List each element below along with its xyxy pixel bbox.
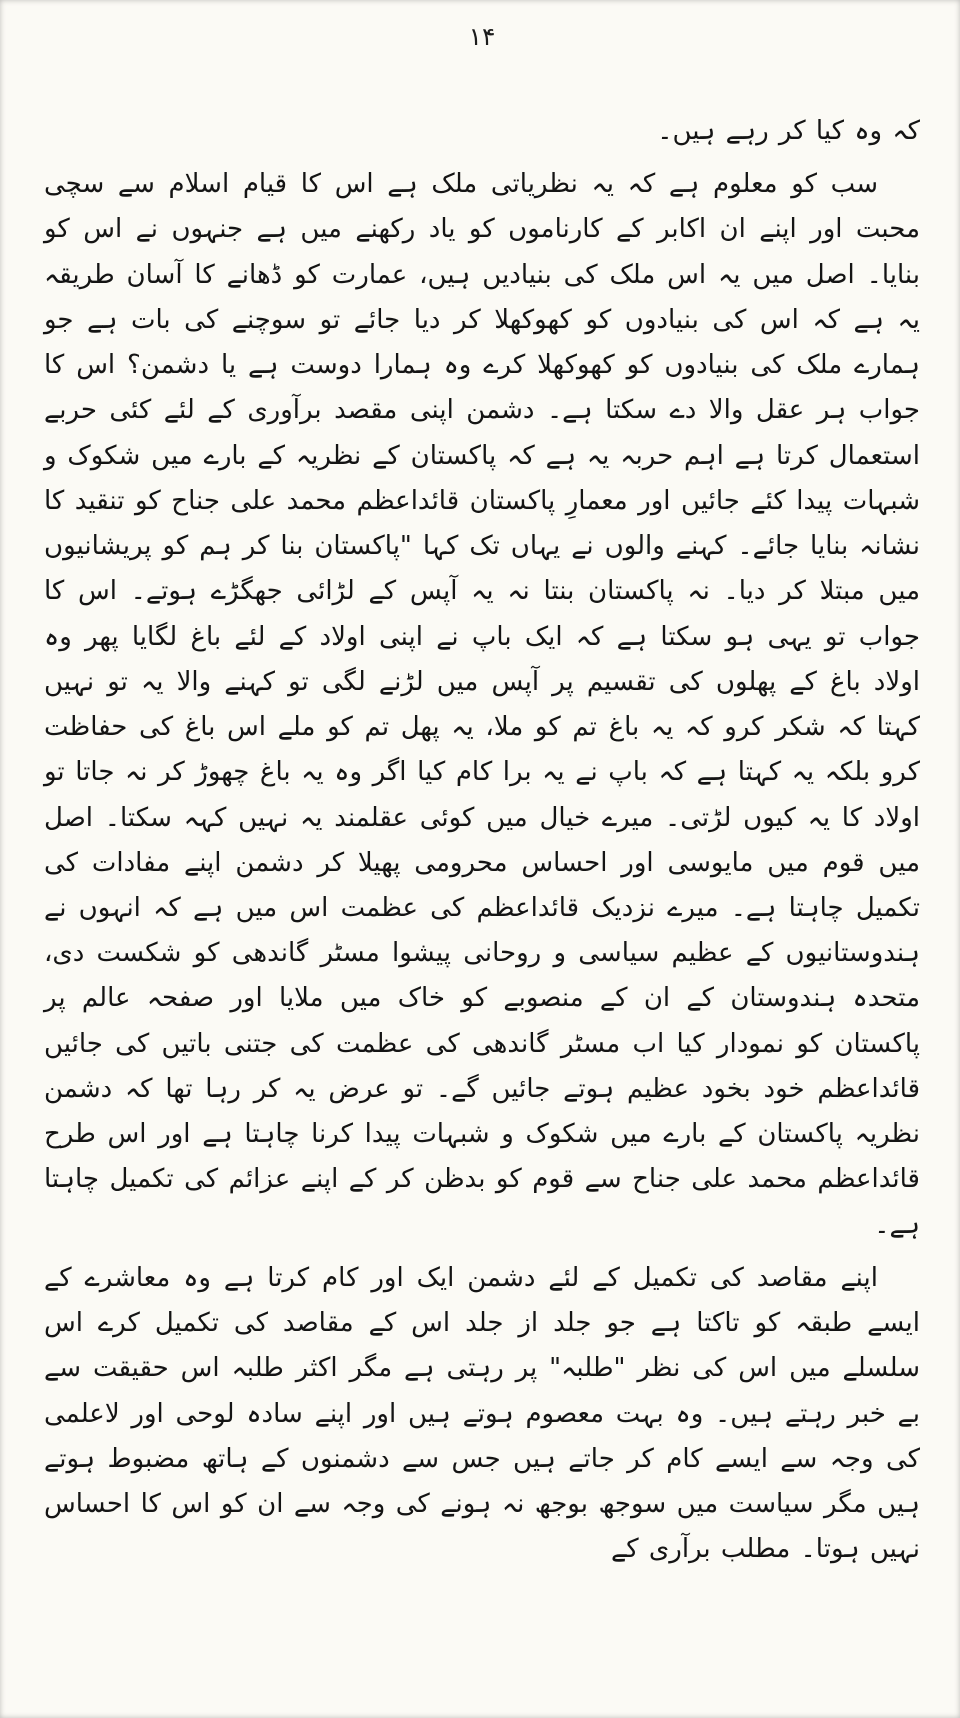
paragraph-continuation: کہ وہ کیا کر رہے ہیں۔ bbox=[657, 116, 920, 146]
page-number: ۱۴ bbox=[468, 22, 496, 51]
paragraph: اپنے مقاصد کی تکمیل کے لئے دشمن ایک اور کام کرتا ہے وہ معاشرے کے ایسے طبقہ کو تاکتا ہے جو جلد از جلد اس کے مقاصد کی تکمیل کرے اس سلسلے میں اس کی نظر "طلبہ" پر رہتی ہے مگر اکثر طلبہ اس حقیقت سے بے خبر رہتے ہیں۔ وہ بہت معصوم ہوتے ہیں اور اپنے سادہ لوحی اور لاعلمی کی وجہ سے ایسے کام کر جاتے ہیں جس سے دشمنوں کے ہاتھ مضبوط ہوتے ہیں مگر سیاست میں سوجھ بوجھ نہ ہونے کی وجہ سے ان کو اس کا احساس نہیں ہوتا۔ مطلب برآری کے bbox=[44, 1262, 920, 1565]
page-body-text bbox=[44, 109, 920, 1573]
paragraph: سب کو معلوم ہے کہ یہ نظریاتی ملک ہے اس کا قیام اسلام سے سچی محبت اور اپنے ان اکابر کے کارناموں کو یاد رکھنے میں ہے جنہوں نے اس کو بنایا۔ اصل میں یہ اس ملک کی بنیادیں ہیں، عمارت کو ڈھانے کا آسان طریقہ یہ ہے کہ اس کی بنیادوں کو کھوکھلا کر دیا جائے تو سوچنے کی بات ہے جو ہمارے ملک کی بنیادوں کو کھوکھلا کرے وہ ہمارا دوست ہے یا دشمن؟ اس کا جواب ہر عقل والا دے سکتا ہے۔ دشمن اپنی مقصد برآوری کے لئے کئی حربے استعمال کرتا ہے اہم حربہ یہ ہے کہ پاکستان کے نظریہ کے بارے میں شکوک و شبہات پیدا کئے جائیں اور معمارِ پاکستان قائداعظم محمد علی جناح کو تنقید کا نشانہ بنایا جائے۔ کہنے والوں نے یہاں تک کہا "پاکستان بنا کر ہم کو پریشانیوں میں مبتلا کر دیا۔ نہ پاکستان بنتا نہ یہ آپس کے لڑائی جھگڑے ہوتے۔ اس کا جواب تو یہی ہو سکتا ہے کہ ایک باپ نے اپنی اولاد کے لئے باغ لگایا پھر وہ اولاد باغ کے پھلوں کی تقسیم پر آپس میں لڑنے لگی تو کہنے والا یہ تو نہیں کہتا کہ شکر کرو کہ یہ باغ تم کو ملا، یہ پھل تم کو ملے اس باغ کی حفاظت کرو بلکہ یہ کہتا ہے کہ باپ نے یہ برا کام کیا اگر وہ یہ باغ چھوڑ کر نہ جاتا تو اولاد کا یہ کیوں لڑتی۔ میرے خیال میں کوئی عقلمند یہ نہیں کہہ سکتا۔ اصل میں قوم میں مایوسی اور احساس محرومی پھیلا کر دشمن اپنے مفادات کی تکمیل چاہتا ہے۔ میرے نزدیک قائداعظم کی عظمت اس میں ہے کہ انہوں نے ہندوستانیوں کے عظیم سیاسی و روحانی پیشوا مسٹر گاندھی کو شکست دی، متحدہ ہندوستان کے ان کے منصوبے کو خاک میں ملایا اور صفحہ عالم پر پاکستان کو نمودار کیا اب مسٹر گاندھی کی عظمت کی جتنی باتیں کی جائیں قائداعظم خود بخود عظیم ہوتے جائیں گے۔ تو عرض یہ کر رہا تھا کہ دشمن نظریہ پاکستان کے بارے میں شکوک و شبہات پیدا کرنا چاہتا ہے اور اس طرح قائداعظم محمد علی جناح سے قوم کو بدظن کر کے اپنے عزائم کی تکمیل چاہتا ہے۔ bbox=[44, 169, 921, 1240]
